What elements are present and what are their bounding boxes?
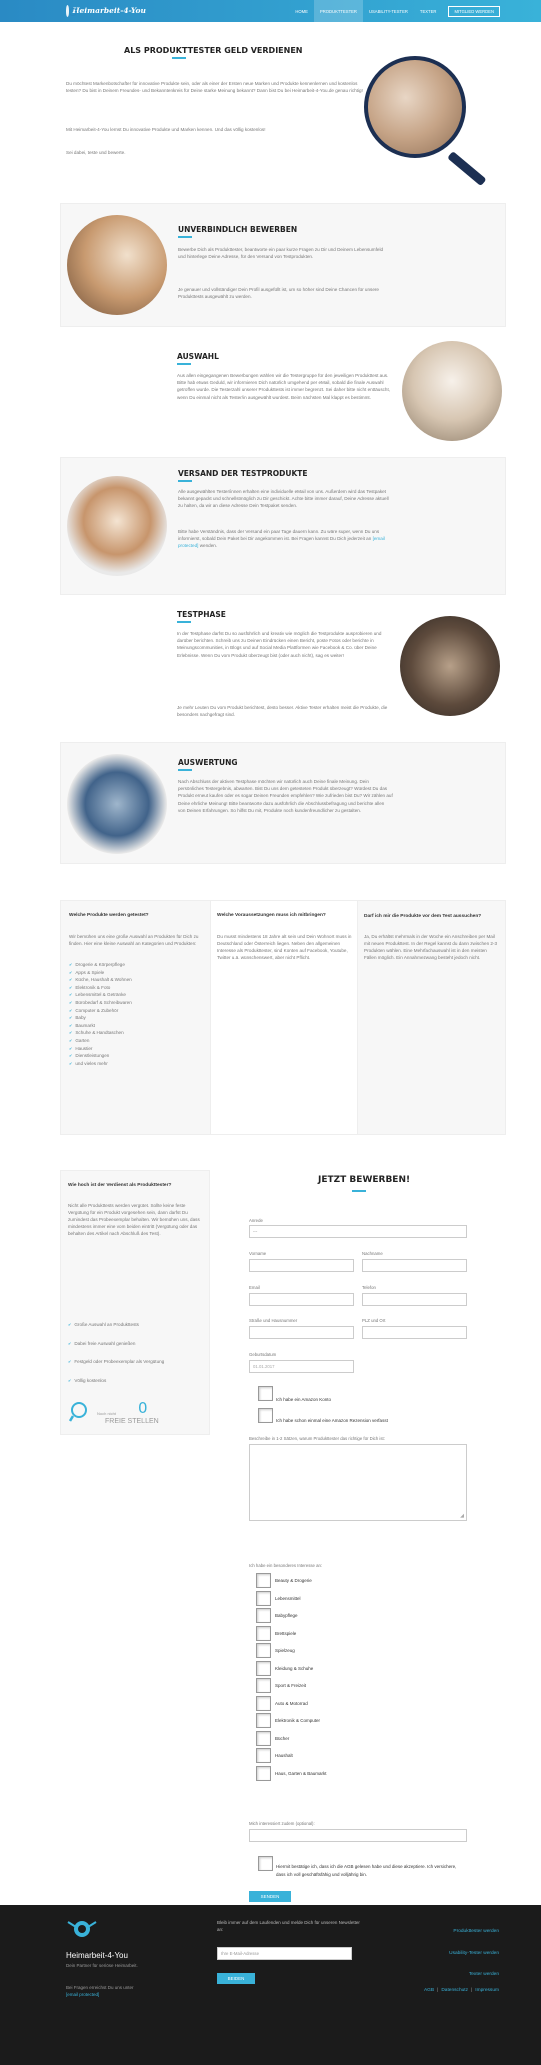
category-label: Apps & Spiele — [75, 969, 105, 975]
nav-produkttester[interactable]: PRODUKTTESTER — [314, 0, 363, 22]
interest-label: Babypflege — [275, 1613, 298, 1619]
category-item — [69, 1060, 204, 1068]
geburt-input[interactable]: 01.01.2017 — [249, 1360, 354, 1373]
category-item — [69, 1014, 204, 1022]
datenschutz-link[interactable]: Datenschutz — [441, 1988, 469, 1993]
category-label: Computer & Zubehör — [75, 1007, 119, 1013]
check-icon: ✔ — [69, 977, 73, 983]
step-testphase — [60, 604, 506, 734]
title-underline — [178, 769, 192, 771]
site-header — [0, 0, 541, 22]
geburt-label: Geburtsdatum — [249, 1352, 277, 1357]
site-footer — [0, 1905, 541, 2065]
faq-products-question: Welche Produkte werden getestet? — [69, 913, 149, 918]
interest-label: Beauty & Drogerie — [275, 1578, 312, 1584]
faq-requirements-question: Welche Voraussetzungen muss ich mitbringen? — [217, 913, 326, 918]
title-underline — [172, 57, 186, 59]
check-icon: ✔ — [69, 962, 73, 967]
check-icon: ✔ — [68, 1359, 72, 1365]
legal-links: AGB | Datenschutz | Impressum — [423, 1988, 499, 1993]
interest-item — [256, 1747, 456, 1765]
interest-checkbox[interactable] — [256, 1626, 271, 1641]
step-testphase-photo — [400, 616, 500, 716]
anrede-select[interactable]: --- — [249, 1225, 467, 1238]
anrede-label: Anrede — [249, 1218, 263, 1223]
earnings-question: Wie hoch ist der Verdienst als Produkttester? — [68, 1183, 172, 1188]
check-icon: ✔ — [69, 1053, 73, 1059]
step-shipping-photo — [67, 476, 167, 576]
benefit-item — [68, 1377, 206, 1385]
step-testphase-text-2: Je mehr Leuten Du vom Produkt berichtest, desto besser. Aktive Tester erhalten meist die Produkte, die besonders nachgefragt sind. — [177, 705, 388, 718]
interest-checkbox[interactable] — [256, 1661, 271, 1676]
interest-checkbox[interactable] — [256, 1573, 271, 1588]
sonst-label: Mich interessiert zudem (optional): — [249, 1821, 315, 1826]
interest-item — [256, 1642, 456, 1660]
category-label: Schuhe & Handtaschen — [75, 1030, 124, 1036]
category-item — [69, 1029, 204, 1037]
interest-checkbox[interactable] — [256, 1748, 271, 1763]
interests-label: Ich habe ein besonderes Interesse an: — [249, 1563, 323, 1568]
telefon-input[interactable] — [362, 1293, 467, 1306]
category-label: Elektronik & Foto — [75, 984, 111, 990]
earnings-answer: Nicht alle Produkttests werden vergütet. Sollte keine feste Vergütung für ein Produkt vorgesehen sein, dann darfst Du zumindest das Probeexemplar behalten. Wir bemühen uns, dass mindestens immer eine vom beiden eintritt (Vergütung oder das behalten des Artikel nach Abschluß des Test). — [68, 1203, 200, 1236]
newsletter-submit-button[interactable]: BEIDEN — [217, 1973, 255, 1984]
interest-checkbox[interactable] — [256, 1591, 271, 1606]
category-list — [69, 961, 204, 1067]
hero-text-1: Du möchtest Markenbotschafter für innovative Produkte sein, oder als einer der Ersten neue Marken und Produkte kennenlernen und kostenlos testen? Du bist in Deinem Freundes- und Bekanntenkreis für Deine starke Meinung bekannt? Dann bist Du bei Heimarbeit-4-You.de genau richtig! — [66, 81, 363, 94]
benefit-label: Festgeld oder Probeexemplar als Vergütung — [74, 1359, 165, 1365]
step-apply — [60, 203, 506, 327]
agb-link[interactable]: AGB — [423, 1988, 435, 1993]
footer-brand: Heimarbeit-4-You — [66, 1951, 128, 1960]
category-item — [69, 984, 204, 992]
footer-link-usability[interactable]: Usability-Tester werden — [449, 1951, 499, 1956]
agb-checkbox[interactable] — [258, 1856, 273, 1871]
strasse-label: Straße und Hausnummer — [249, 1318, 298, 1323]
sonst-input[interactable] — [249, 1829, 467, 1842]
interest-item — [256, 1677, 456, 1695]
category-item — [69, 969, 204, 977]
contact-email-link[interactable]: [email protected] — [178, 536, 385, 549]
email-label: Email — [249, 1285, 260, 1290]
step-selection — [60, 336, 506, 446]
step-evaluation — [60, 742, 506, 864]
interest-label: Haushalt — [275, 1753, 293, 1759]
category-item — [69, 1022, 204, 1030]
step-evaluation-title: AUSWERTUNG — [178, 758, 238, 767]
interest-item — [256, 1660, 456, 1678]
interest-label: Brettspiele — [275, 1630, 297, 1636]
step-shipping-text-2: Bitte habe Verständnis, dass der Versand ein paar Tage dauern kann. Zu wäre super, wenn Du uns informierst, sobald Dein Paket bei Dir angekommen ist. Bei Fragen kannst Du Dich jederzeit an [email protected] wenden. — [178, 529, 385, 549]
category-item — [69, 999, 204, 1007]
member-button[interactable]: MITGLIED WERDEN — [448, 6, 500, 17]
interest-label: Sport & Freizeit — [275, 1683, 307, 1689]
category-item — [69, 1037, 204, 1045]
check-icon: ✔ — [69, 1037, 73, 1043]
interest-item — [256, 1765, 456, 1783]
benefit-item — [68, 1340, 206, 1348]
benefit-item — [68, 1358, 206, 1366]
page-title: ALS PRODUKTTESTER GELD VERDIENEN — [124, 46, 303, 55]
footer-tagline: Dein Partner für seriöse Heimarbeit. — [66, 1963, 138, 1968]
beschreibe-textarea[interactable] — [249, 1444, 467, 1521]
interest-checkbox[interactable] — [256, 1678, 271, 1693]
interest-label: Kleidung & Schuhe — [275, 1665, 314, 1671]
step-selection-photo — [402, 341, 502, 441]
footer-contact: Bei Fragen erreichst Du uns unter — [66, 1985, 134, 1990]
category-item — [69, 1007, 204, 1015]
agb-label: Hiermit bestätige ich, dass ich die AGB gelesen habe und diese akzeptiere. Ich versichere, dass ich voll geschäftsfähig und volljährig bin. — [276, 1864, 457, 1877]
step-evaluation-photo — [67, 754, 167, 854]
earnings-box — [60, 1170, 210, 1435]
check-icon: ✔ — [68, 1322, 72, 1327]
benefit-label: Große Auswahl an Produkttests — [74, 1322, 139, 1327]
faq-choice — [358, 900, 506, 1135]
check-icon: ✔ — [68, 1377, 72, 1383]
footer-contact-email[interactable]: [email protected] — [66, 1992, 100, 1997]
category-label: Küche, Haushalt & Wohnen — [75, 977, 132, 983]
category-label: Baumarkt — [75, 1022, 96, 1028]
amazon-review-label: Ich habe schon einmal eine Amazon Rezension verfasst — [276, 1418, 388, 1423]
strasse-input[interactable] — [249, 1326, 354, 1339]
interest-label: Elektronik & Computer — [275, 1718, 321, 1724]
interest-label: Bücher — [275, 1735, 290, 1741]
interest-item — [256, 1607, 456, 1625]
interest-checkbox-list — [256, 1572, 456, 1782]
title-underline — [177, 363, 191, 365]
check-icon: ✔ — [69, 1045, 73, 1051]
interest-item — [256, 1625, 456, 1643]
hero-magnifier-photo — [364, 56, 466, 158]
resize-handle-icon[interactable]: ◢ — [460, 1513, 464, 1519]
newsletter-text: Bleib immer auf dem Laufenden und melde Dich für unseren Newsletter an: — [217, 1920, 360, 1932]
check-icon: ✔ — [68, 1340, 72, 1346]
impressum-link[interactable]: Impressum — [475, 1988, 499, 1993]
benefit-item — [68, 1321, 206, 1329]
amazon-account-label: Ich habe ein Amazon Konto — [276, 1397, 332, 1402]
interest-checkbox[interactable] — [256, 1608, 271, 1623]
faq-choice-answer: Ja, Du erhältst mehrmals in der Woche ein Anschreiben per Mail mit neuen Produkttest. In der Regel kannst du dann zwischen 2-3 Produkten wählen. Eine Mehrfachauswahl ist in den meisten Fällen möglich. Ein Annahmezwang besteht jedoch nicht. — [364, 934, 498, 960]
step-evaluation-text: Nach Abschluss der aktiven Testphase möchten wir natürlich auch Deine finale Meinung. Dein persönliches Testergebnis, abwarten. Bist Du uns dem getesteten Produkt überzeugt? Würdest Du das Produkt erneut kaufen oder es sogar Deinen Freunden empfehlen? Wie zufrieden bist Du? Wir zählen auf Deine ehrliche Meinung! Bitte beantworte dazu ausführlich die Abschlussbefragung und berichte allen von Deinen Erfahrungen. So hilfst Du mit, Produkte noch kundenfreundlicher zu gestalten. — [178, 779, 393, 813]
interest-checkbox[interactable] — [256, 1713, 271, 1728]
check-icon: ✔ — [69, 969, 73, 975]
vorname-label: Vorname — [249, 1251, 267, 1256]
category-label: Baby — [75, 1015, 86, 1021]
hero-text-3: Sei dabei, teste und bewerte. — [66, 150, 126, 155]
check-icon: ✔ — [69, 1022, 73, 1028]
interest-checkbox[interactable] — [256, 1731, 271, 1746]
faq-products — [60, 900, 210, 1135]
magnifier-handle — [447, 151, 486, 186]
category-label: und vieles mehr — [75, 1060, 108, 1066]
benefit-list — [68, 1321, 206, 1395]
free-slots-label: FREIE STELLEN — [105, 1418, 159, 1425]
category-item — [69, 991, 204, 999]
step-shipping — [60, 457, 506, 595]
step-shipping-text-1: Alle ausgewählten Tester/innen erhalten eine individuelle eMail von uns. Außerdem wird das Testpaket bekannt gepackt und schnellstmöglich zu Dir geschickt. Achte bitte immer darauf, Deine Adresse aktuell zu halten, da wir an diese Adresse Dein Testpaket senden. — [178, 489, 389, 509]
step-apply-text-2: Je genauer und vollständiger Dein Profil ausgefüllt ist, um so höher sind Deine Chancen für unsere Produkttests ausgewählt zu werden. — [178, 287, 379, 300]
faq-choice-question: Darf ich mir die Produkte vor dem Test aussuchen? — [364, 914, 482, 919]
step-testphase-title: TESTPHASE — [177, 610, 226, 619]
footer-link-texter[interactable]: Texter werden — [468, 1972, 499, 1977]
amazon-review-checkbox[interactable] — [258, 1408, 273, 1423]
interest-label: Auto & Motorrad — [275, 1700, 308, 1706]
email-input[interactable] — [249, 1293, 354, 1306]
interest-item — [256, 1572, 456, 1590]
benefit-label: Dabei freie Auswahl genießen — [74, 1340, 136, 1346]
category-label: Garten — [75, 1037, 90, 1043]
footer-logo-icon — [66, 1917, 98, 1943]
check-icon: ✔ — [69, 992, 73, 998]
title-underline — [177, 621, 191, 623]
interest-label: Lebensmittel — [275, 1595, 301, 1601]
vorname-input[interactable] — [249, 1259, 354, 1272]
telefon-label: Telefon — [362, 1285, 376, 1290]
category-label: Lebensmittel & Getränke — [75, 992, 126, 998]
category-item — [69, 976, 204, 984]
title-underline — [178, 480, 192, 482]
step-selection-title: AUSWAHL — [177, 352, 219, 361]
check-icon: ✔ — [69, 1015, 73, 1021]
form-title: JETZT BEWERBEN! — [318, 1175, 411, 1185]
submit-button[interactable]: SENDEN — [249, 1891, 291, 1902]
interest-item — [256, 1730, 456, 1748]
interest-item — [256, 1590, 456, 1608]
category-label: Drogerie & Körperpflege — [75, 962, 125, 967]
step-selection-text: Aus allen eingegangenen Bewerbungen wählen wir die Testergruppe für den jeweiligen Produkttest aus. Bitte hab etwas Geduld, wir informieren Dich natürlich umgehend per eMail, sobald die finale Auswahl getroffen wurde. Die Testerzahl unserer Produkttests ist immer begrenzt. Sei daher bitte nicht enttäuscht, wenn Du einmal nicht als Tester/in ausgewählt wurdest. Beim nächsten Mal klappt es bestimmt. — [177, 373, 391, 400]
step-apply-photo — [67, 215, 167, 315]
category-item — [69, 1045, 204, 1053]
title-underline — [352, 1190, 366, 1192]
hero-text-2: Mit Heimarbeit-4-You lernst Du innovative Produkte und Marken kennen. Und das völlig kostenlos! — [66, 127, 266, 132]
benefit-label: Völlig kostenlos — [74, 1377, 107, 1383]
logo[interactable] — [66, 3, 146, 18]
category-item — [69, 961, 204, 969]
plz-input[interactable] — [362, 1326, 467, 1339]
category-label: Dienstleistungen — [75, 1053, 110, 1059]
search-icon — [69, 1401, 87, 1419]
interest-label: Haus, Garten & Baumarkt — [275, 1770, 327, 1776]
logo-text: Heimarbeit-4-You — [72, 6, 146, 15]
amazon-account-checkbox[interactable] — [258, 1386, 273, 1401]
category-label: Haustier — [75, 1045, 93, 1051]
step-apply-title: UNVERBINDLICH BEWERBEN — [178, 225, 298, 234]
category-label: Bürobedarf & Schreibwaren — [75, 999, 132, 1005]
nav-home[interactable]: HOME — [295, 8, 308, 14]
newsletter-email-input[interactable]: Ihre E-Mail-Adresse — [217, 1947, 352, 1960]
nav-usability-tester[interactable]: USABILITY-TESTER — [368, 8, 408, 14]
faq-requirements-answer: Du musst mindestens 18 Jahre alt sein und Dein Wohnort muss in Deutschland oder Österreich liegen. Neben den allgemeinen Interesse als Produkttester, sind Konten auf Facebook, Youtube, Twitter u.ä. wünschenswert, aber nicht Pflicht. — [217, 934, 352, 960]
beschreibe-label: Beschreibe in 1-2 Sätzen, warum Produkttester das richtige für Dich ist: — [249, 1436, 385, 1441]
faq-products-answer: Wir bemühen uns eine große Auswahl an Produkten für Dich zu finden. Hier eine kleine Auswahl an Kategorien und Produkten: — [69, 934, 199, 946]
interest-checkbox[interactable] — [256, 1643, 271, 1658]
free-slots-count: 0 — [138, 1399, 148, 1417]
step-testphase-text-1: In der Testphase darfst Du so ausführlich und kreativ wie möglich die Testprodukte ausprobieren und darüber berichten. Schreib uns zu Deinen Eindrücken einen Bericht, poste Fotos oder berichte in Meinungscommunities, in Blogs und auf Social Media Plattformen wie Facebook & Co. über Deine Erlebnisse. Wenn Du vom Produkt überzeugt bist (oder auch nicht), sag es weiter! — [177, 631, 382, 658]
category-item — [69, 1052, 204, 1060]
nav-texter[interactable]: TEXTER — [419, 8, 437, 14]
footer-link-produkttester[interactable]: Produkttester werden — [453, 1929, 499, 1934]
interest-checkbox[interactable] — [256, 1766, 271, 1781]
step-shipping-title: VERSAND DER TESTPRODUKTE — [178, 469, 308, 478]
counter-prefix: Noch nicht — [97, 1411, 116, 1416]
nachname-input[interactable] — [362, 1259, 467, 1272]
interest-checkbox[interactable] — [256, 1696, 271, 1711]
logo-icon — [66, 5, 69, 17]
nachname-label: Nachname — [362, 1251, 383, 1256]
faq-requirements — [210, 900, 358, 1135]
title-underline — [178, 236, 192, 238]
check-icon: ✔ — [69, 1060, 73, 1066]
step-apply-text-1: Bewerbe Dich als Produkttester, beantworte ein paar kurze Fragen zu Dir und Deinem Lebensumfeld und hinterlege Deine Adresse, für den Versand von Testprodukten. — [178, 247, 384, 260]
check-icon: ✔ — [69, 999, 73, 1005]
interest-label: Spielzeug — [275, 1648, 295, 1654]
check-icon: ✔ — [69, 984, 73, 990]
check-icon: ✔ — [69, 1007, 73, 1013]
check-icon: ✔ — [69, 1030, 73, 1036]
interest-item — [256, 1712, 456, 1730]
main-nav — [289, 0, 541, 22]
interest-item — [256, 1695, 456, 1713]
plz-label: PLZ und Ort — [362, 1318, 386, 1323]
